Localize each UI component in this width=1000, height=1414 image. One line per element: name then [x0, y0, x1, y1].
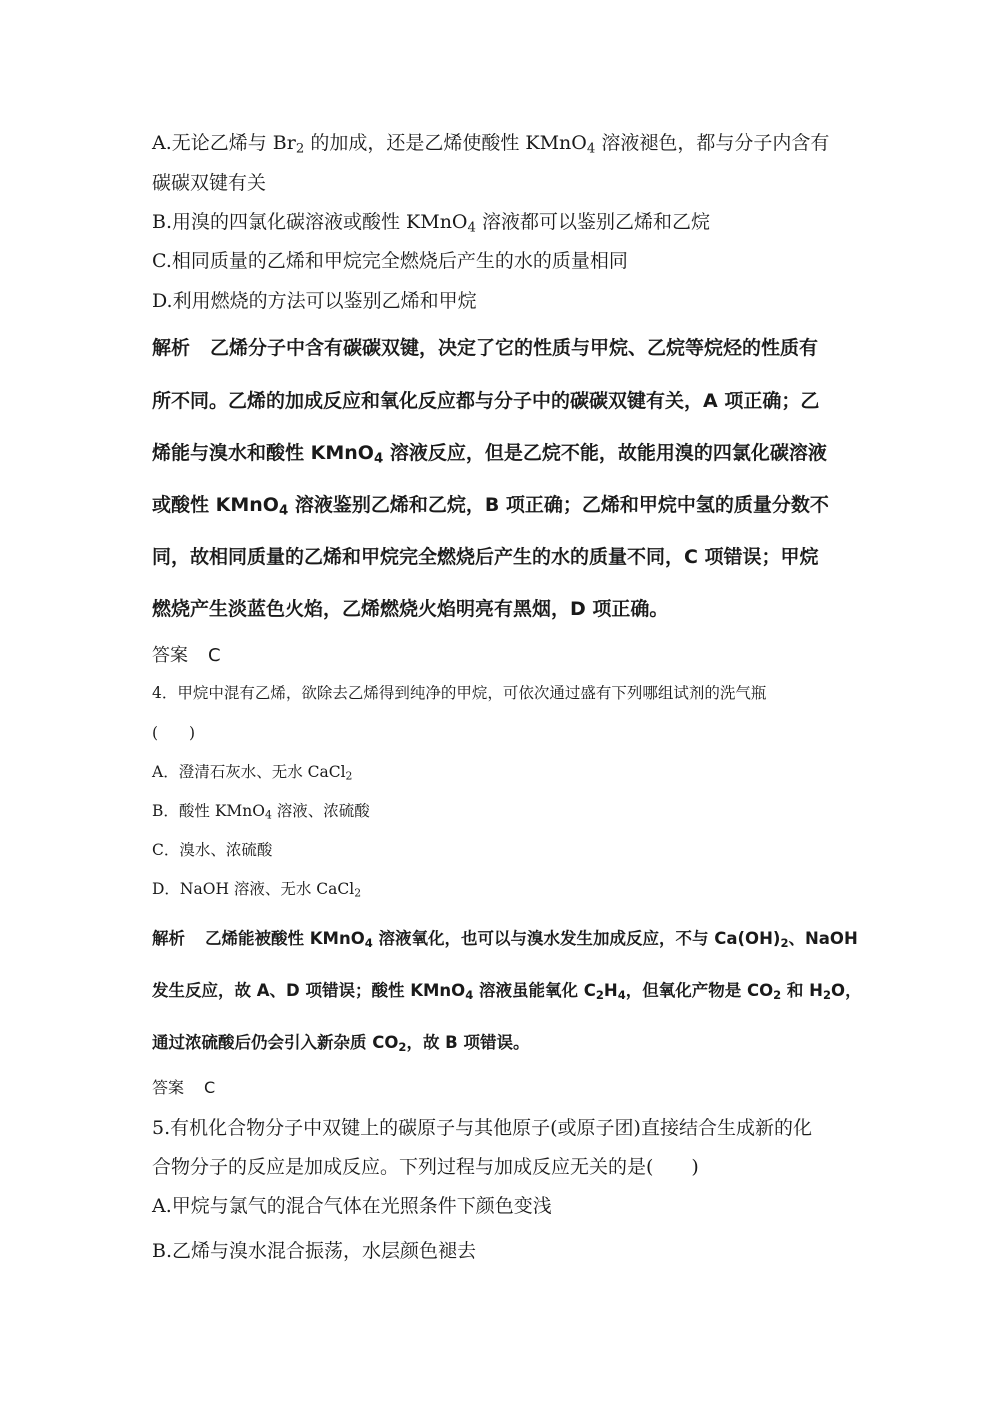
q3-option-b: B.用溴的四氯化碳溶液或酸性 KMnO$_4$ 溶液都可以鉴别乙烯和乙烷 [152, 211, 711, 236]
q3-analysis-line2: 所不同。乙烯的加成反应和氧化反应都与分子中的碳碳双键有关，A 项正确；乙 [152, 390, 820, 412]
q3-option-c: C.相同质量的乙烯和甲烷完全燃烧后产生的水的质量相同 [152, 250, 628, 272]
q3-analysis-line1: 解析 乙烯分子中含有碳碳双键，决定了它的性质与甲烷、乙烷等烷烃的性质有 [152, 337, 819, 359]
analysis-label: 解析 [152, 929, 185, 948]
q5-stem-line2: 合物分子的反应是加成反应。下列过程与加成反应无关的是( ) [152, 1156, 699, 1178]
q3-option-a-line1: A.无论乙烯与 $Br_2$ 的加成，还是乙烯使酸性 KMnO$_4$ 溶液褪色，都与分子内含有 [152, 132, 830, 157]
q3-analysis-line6: 燃烧产生淡蓝色火焰，乙烯燃烧火焰明亮有黑烟，D 项正确。 [152, 598, 669, 620]
q5-option-b: B.乙烯与溴水混合振荡，水层颜色褪去 [152, 1240, 477, 1262]
q3-analysis-line4: 或酸性 KMnO$_4$ 溶液鉴别乙烯和乙烷，B 项正确；乙烯和甲烷中氢的质量分数不 [152, 494, 829, 519]
q4-option-d: D．NaOH 溶液、无水 CaCl$_2$ [152, 880, 362, 900]
q5-option-a: A.甲烷与氯气的混合气体在光照条件下颜色变浅 [152, 1195, 552, 1217]
q3-analysis-line5: 同，故相同质量的乙烯和甲烷完全燃烧后产生的水的质量不同，C 项错误；甲烷 [152, 546, 819, 568]
q4-analysis-line3: 通过浓硫酸后仍会引入新杂质 $CO_2$，故 B 项错误。 [152, 1033, 530, 1054]
q4-stem-line1: 4．甲烷中混有乙烯，欲除去乙烯得到纯净的甲烷，可依次通过盛有下列哪组试剂的洗气瓶 [152, 684, 767, 702]
q3-option-a-line2: 碳碳双键有关 [152, 172, 267, 194]
q4-option-a: A．澄清石灰水、无水 CaCl$_2$ [152, 763, 353, 783]
q4-stem-line2: ( ) [152, 724, 196, 742]
q4-analysis-line2: 发生反应，故 A、D 项错误；酸性 KMnO$_4$ 溶液虽能氧化 $C_2H_4$，但氧化产物是 $CO_2$ 和 $H_2O$， [152, 981, 862, 1002]
q4-option-b: B．酸性 KMnO$_4$ 溶液、浓硫酸 [152, 802, 370, 822]
analysis-label: 解析 [152, 337, 191, 359]
q4-analysis-line1: 解析 乙烯能被酸性 KMnO$_4$ 溶液氧化，也可以与溴水发生加成反应，不与 $Ca(OH)_2$、NaOH [152, 929, 858, 950]
q3-option-d: D.利用燃烧的方法可以鉴别乙烯和甲烷 [152, 290, 477, 312]
q3-analysis-line3: 烯能与溴水和酸性 KMnO$_4$ 溶液反应，但是乙烷不能，故能用溴的四氯化碳溶液 [152, 442, 827, 467]
q4-option-c: C．溴水、浓硫酸 [152, 841, 273, 859]
q3-answer: 答案 C [152, 645, 221, 666]
q5-stem-line1: 5.有机化合物分子中双键上的碳原子与其他原子(或原子团)直接结合生成新的化 [152, 1117, 812, 1139]
q4-answer: 答案 C [152, 1078, 216, 1097]
